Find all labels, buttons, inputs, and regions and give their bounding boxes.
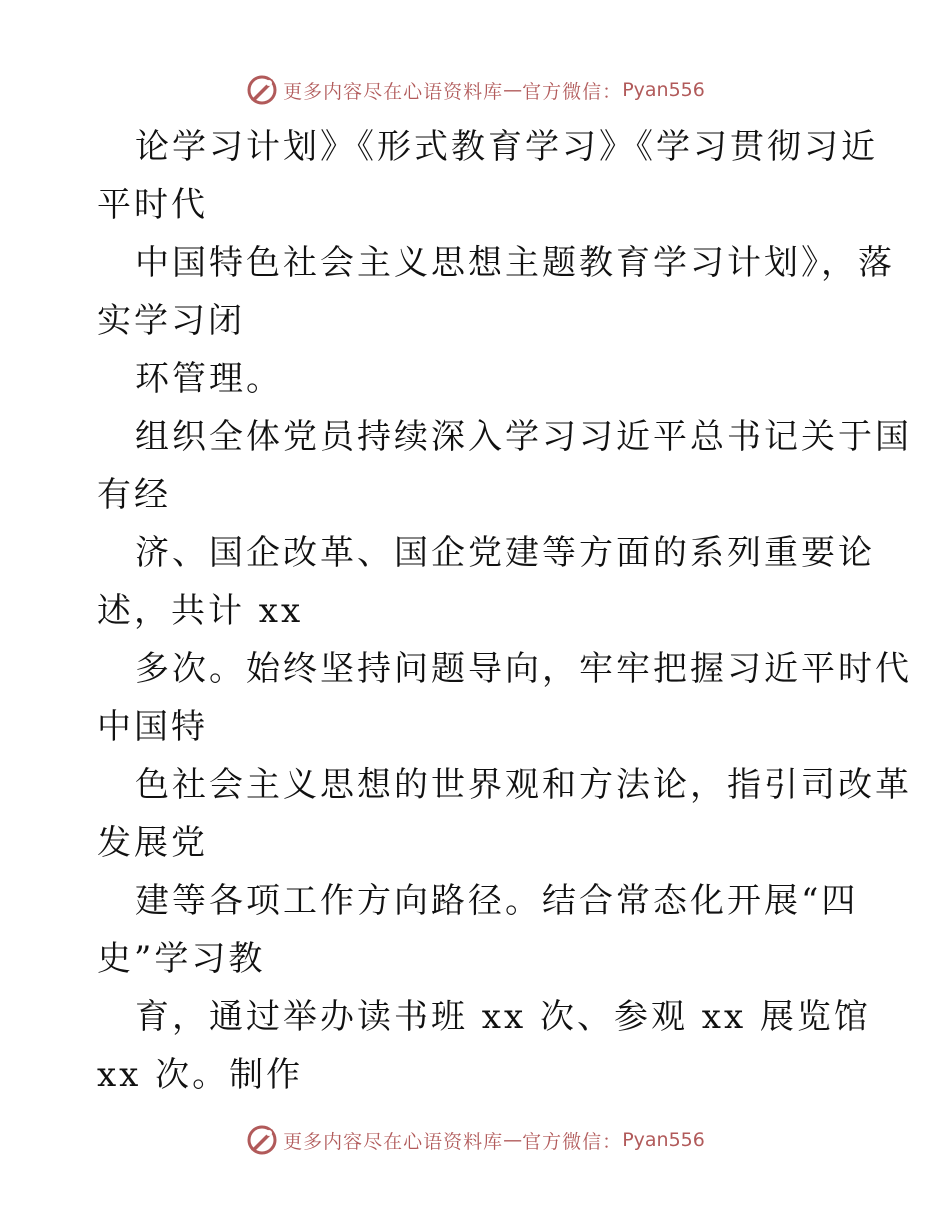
watermark-dash: — [503, 79, 523, 101]
header-watermark [0, 70, 950, 110]
text-line: 发展党 [97, 823, 208, 863]
text-line: 色社会主义思想的世界观和方法论，指引司改革 [135, 765, 912, 805]
text-line: 实学习闭 [97, 301, 245, 341]
text-line: 中国特色社会主义思想主题教育学习计划》，落 [135, 243, 895, 283]
watermark-account: Pyan556 [622, 1129, 705, 1151]
watermark-label: 官方微信： [522, 80, 623, 103]
footer-watermark [0, 1120, 950, 1160]
text-line: 有经 [97, 475, 171, 515]
watermark-dash: — [503, 1129, 523, 1151]
text-line: 论学习计划》《形式教育学习》《学习贯彻习近 [135, 127, 878, 167]
quill-logo-icon [245, 1123, 279, 1157]
watermark-account: Pyan556 [622, 79, 705, 101]
quill-logo-icon [245, 73, 279, 107]
watermark-site: 更多内容尽在心语资料库 [283, 80, 504, 103]
text-line: 育，通过举办读书班 xx 次、参观 xx 展览馆 [135, 997, 871, 1037]
text-line: 组织全体党员持续深入学习习近平总书记关于国 [135, 417, 912, 457]
text-line: 多次。始终坚持问题导向，牢牢把握习近平时代 [135, 649, 912, 689]
text-line: 平时代 [97, 185, 208, 225]
text-line: 建等各项工作方向路径。结合常态化开展“四 [135, 881, 859, 921]
document-body [97, 118, 912, 1104]
text-line: 环管理。 [135, 359, 283, 399]
text-line: 中国特 [97, 707, 208, 747]
text-line: 述，共计 xx [97, 591, 304, 631]
text-line: xx 次。制作 [97, 1055, 304, 1095]
watermark-site: 更多内容尽在心语资料库 [283, 1130, 504, 1153]
watermark-label: 官方微信： [522, 1130, 623, 1153]
text-line: 济、国企改革、国企党建等方面的系列重要论 [135, 533, 875, 573]
text-line: 史”学习教 [97, 939, 266, 979]
